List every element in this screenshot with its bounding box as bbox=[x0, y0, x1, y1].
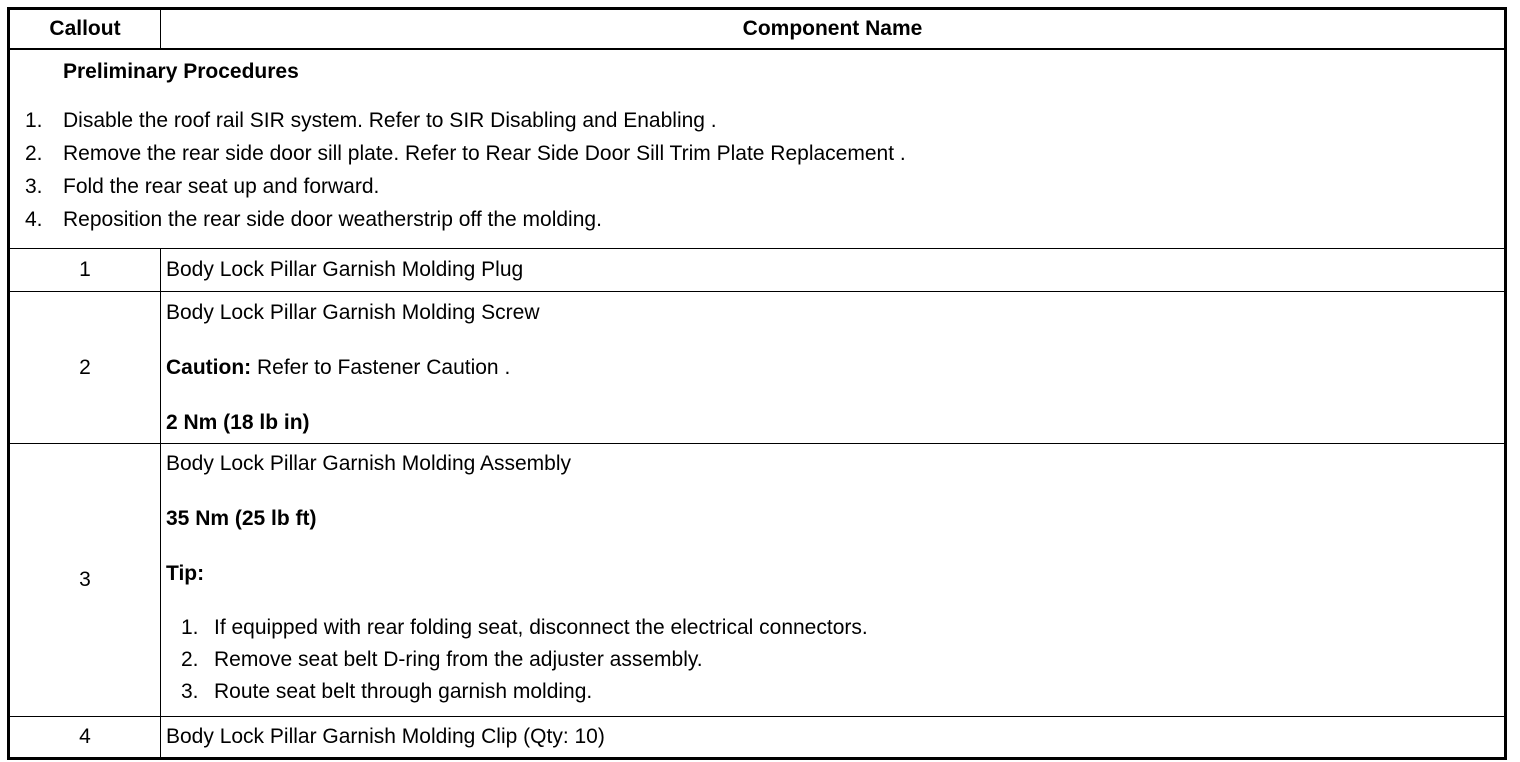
step-text: Remove the rear side door sill plate. Refer to Rear Side Door Sill Trim Plate Replacement . bbox=[63, 142, 906, 165]
tip-number: 3. bbox=[181, 680, 199, 703]
tip-label: Tip: bbox=[166, 562, 205, 585]
table-row bbox=[9, 717, 1506, 759]
caution-text: Refer to Fastener Caution . bbox=[251, 355, 511, 379]
preliminary-step bbox=[10, 104, 1504, 137]
preliminary-step bbox=[10, 203, 1504, 236]
procedure-table bbox=[7, 7, 1507, 760]
table-row bbox=[9, 292, 1506, 444]
component-detail-cell bbox=[161, 292, 1506, 444]
tip-text: Remove seat belt D-ring from the adjuster assembly. bbox=[214, 648, 703, 671]
procedure-table-container bbox=[7, 7, 1507, 760]
step-text: Fold the rear seat up and forward. bbox=[63, 175, 380, 198]
step-number: 1. bbox=[25, 109, 43, 132]
preliminary-row bbox=[9, 49, 1506, 249]
tip-text: If equipped with rear folding seat, disconnect the electrical connectors. bbox=[214, 616, 868, 639]
step-text: Disable the roof rail SIR system. Refer to SIR Disabling and Enabling . bbox=[63, 109, 717, 132]
preliminary-step bbox=[10, 137, 1504, 170]
torque-spec: 35 Nm (25 lb ft) bbox=[166, 507, 317, 530]
preliminary-steps-list bbox=[10, 104, 1504, 236]
table-header-row bbox=[9, 9, 1506, 50]
preliminary-cell bbox=[9, 49, 1506, 249]
tip-list bbox=[166, 612, 1504, 708]
component-name: Body Lock Pillar Garnish Molding Assembly bbox=[166, 452, 572, 475]
torque-spec: 2 Nm (18 lb in) bbox=[166, 410, 310, 434]
caution-label: Caution: bbox=[166, 355, 252, 379]
preliminary-title: Preliminary Procedures bbox=[63, 60, 299, 83]
callout-cell: 1 bbox=[9, 249, 161, 292]
callout-column-header: Callout bbox=[9, 9, 161, 50]
tip-number: 2. bbox=[181, 648, 199, 671]
step-number: 2. bbox=[25, 142, 43, 165]
component-name-cell: Body Lock Pillar Garnish Molding Clip (Qty: 10) bbox=[161, 717, 1506, 759]
step-number: 4. bbox=[25, 208, 43, 231]
tip-item bbox=[166, 644, 1504, 676]
tip-item bbox=[166, 612, 1504, 644]
table-row bbox=[9, 249, 1506, 292]
tip-item bbox=[166, 676, 1504, 708]
tip-text: Route seat belt through garnish molding. bbox=[214, 680, 593, 703]
component-name-column-header: Component Name bbox=[161, 9, 1506, 50]
preliminary-step bbox=[10, 170, 1504, 203]
component-name-cell: Body Lock Pillar Garnish Molding Plug bbox=[161, 249, 1506, 292]
step-number: 3. bbox=[25, 175, 43, 198]
step-text: Reposition the rear side door weatherstrip off the molding. bbox=[63, 208, 602, 231]
component-detail-cell bbox=[161, 444, 1506, 717]
table-row bbox=[9, 444, 1506, 717]
callout-cell: 3 bbox=[9, 444, 161, 717]
caution-note bbox=[166, 356, 1504, 380]
component-name: Body Lock Pillar Garnish Molding Screw bbox=[166, 300, 540, 324]
tip-number: 1. bbox=[181, 616, 199, 639]
callout-cell: 4 bbox=[9, 717, 161, 759]
callout-cell: 2 bbox=[9, 292, 161, 444]
